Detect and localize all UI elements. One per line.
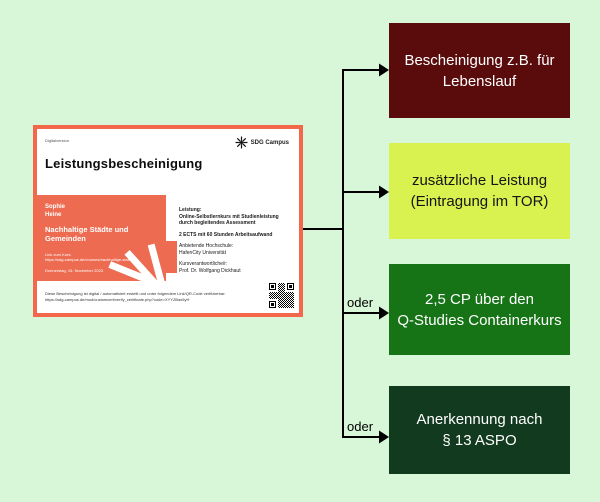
flow-box-line: Bescheinigung z.B. für: [404, 51, 555, 69]
course-link-label: Link zum Kurs:: [45, 252, 72, 257]
digital-version-label: Digitalversion: [45, 138, 70, 143]
qr-code: [269, 283, 294, 308]
flow-box-line: (Eintragung im TOR): [410, 193, 549, 210]
fineprint-line1: Diese Bescheinigung ist digital / automatisiert erstellt und unter folgendem Link/QR-Code verifizierbar:: [45, 291, 226, 296]
sdg-campus-logo-icon: [235, 136, 248, 149]
flow-box-line: Anerkennung nach: [416, 411, 543, 428]
certificate-details: [179, 207, 295, 274]
responsible-name: Prof. Dr. Wolfgang Dickhaut: [179, 267, 241, 274]
certificate-date: Donnerstag, 15. November 2023: [45, 268, 104, 273]
flow-box-line: § 13 ASPO: [442, 432, 517, 449]
flow-box-line: Q-Studies Containerkurs: [397, 311, 562, 329]
sdg-campus-logo: [235, 136, 289, 149]
flow-box-line: Lebenslauf: [442, 72, 517, 90]
leistung-line2: durch begleitendes Assessment: [179, 220, 256, 226]
block-step-graphic: [166, 241, 177, 273]
flow-box-bescheinigung: [389, 23, 570, 118]
fineprint-line2: https://sdg-campus.de/mod/customcert/verify_certificate.php?code=XYYZBax5yH: [45, 296, 190, 302]
flow-box-anerkennung-aspo: [389, 386, 570, 474]
workload-line: 2 ECTS mit 60 Stunden Arbeitsaufwand: [179, 231, 273, 238]
flow-box-line: zusätzliche Leistung: [411, 172, 548, 189]
sdg-campus-logo-text: SDG Campus: [250, 139, 289, 146]
or-label: oder: [347, 419, 374, 434]
certificate-highlight-block: [37, 195, 166, 281]
course-title: Nachhaltige Städte und Gemeinden: [45, 225, 129, 243]
certificate-title: Leistungsbescheinigung: [45, 156, 203, 171]
hochschule-label: Anbietende Hochschule:: [179, 243, 234, 249]
hochschule-name: HafenCity Universität: [179, 249, 226, 256]
flow-box-line: 2,5 CP über den: [425, 290, 534, 308]
responsible-label: Kursverantwortliche/r:: [179, 261, 228, 267]
certificate-card: [33, 125, 303, 317]
recipient-last-name: Heine: [45, 212, 62, 218]
leistung-line1: Online-Selbstlernkurs mit Studienleistung: [179, 213, 279, 220]
leistung-label: Leistung:: [179, 207, 202, 213]
recipient-first-name: Sophie: [45, 204, 66, 210]
or-label: oder: [347, 295, 374, 310]
flow-box-cp-containerkurs: [389, 264, 570, 355]
flow-box-zusaetzliche-leistung: [389, 143, 570, 239]
course-link-url: https://sdg-campus.de/courses/nachhaltige-staedte: [45, 257, 136, 262]
certificate-fineprint: [45, 291, 226, 302]
